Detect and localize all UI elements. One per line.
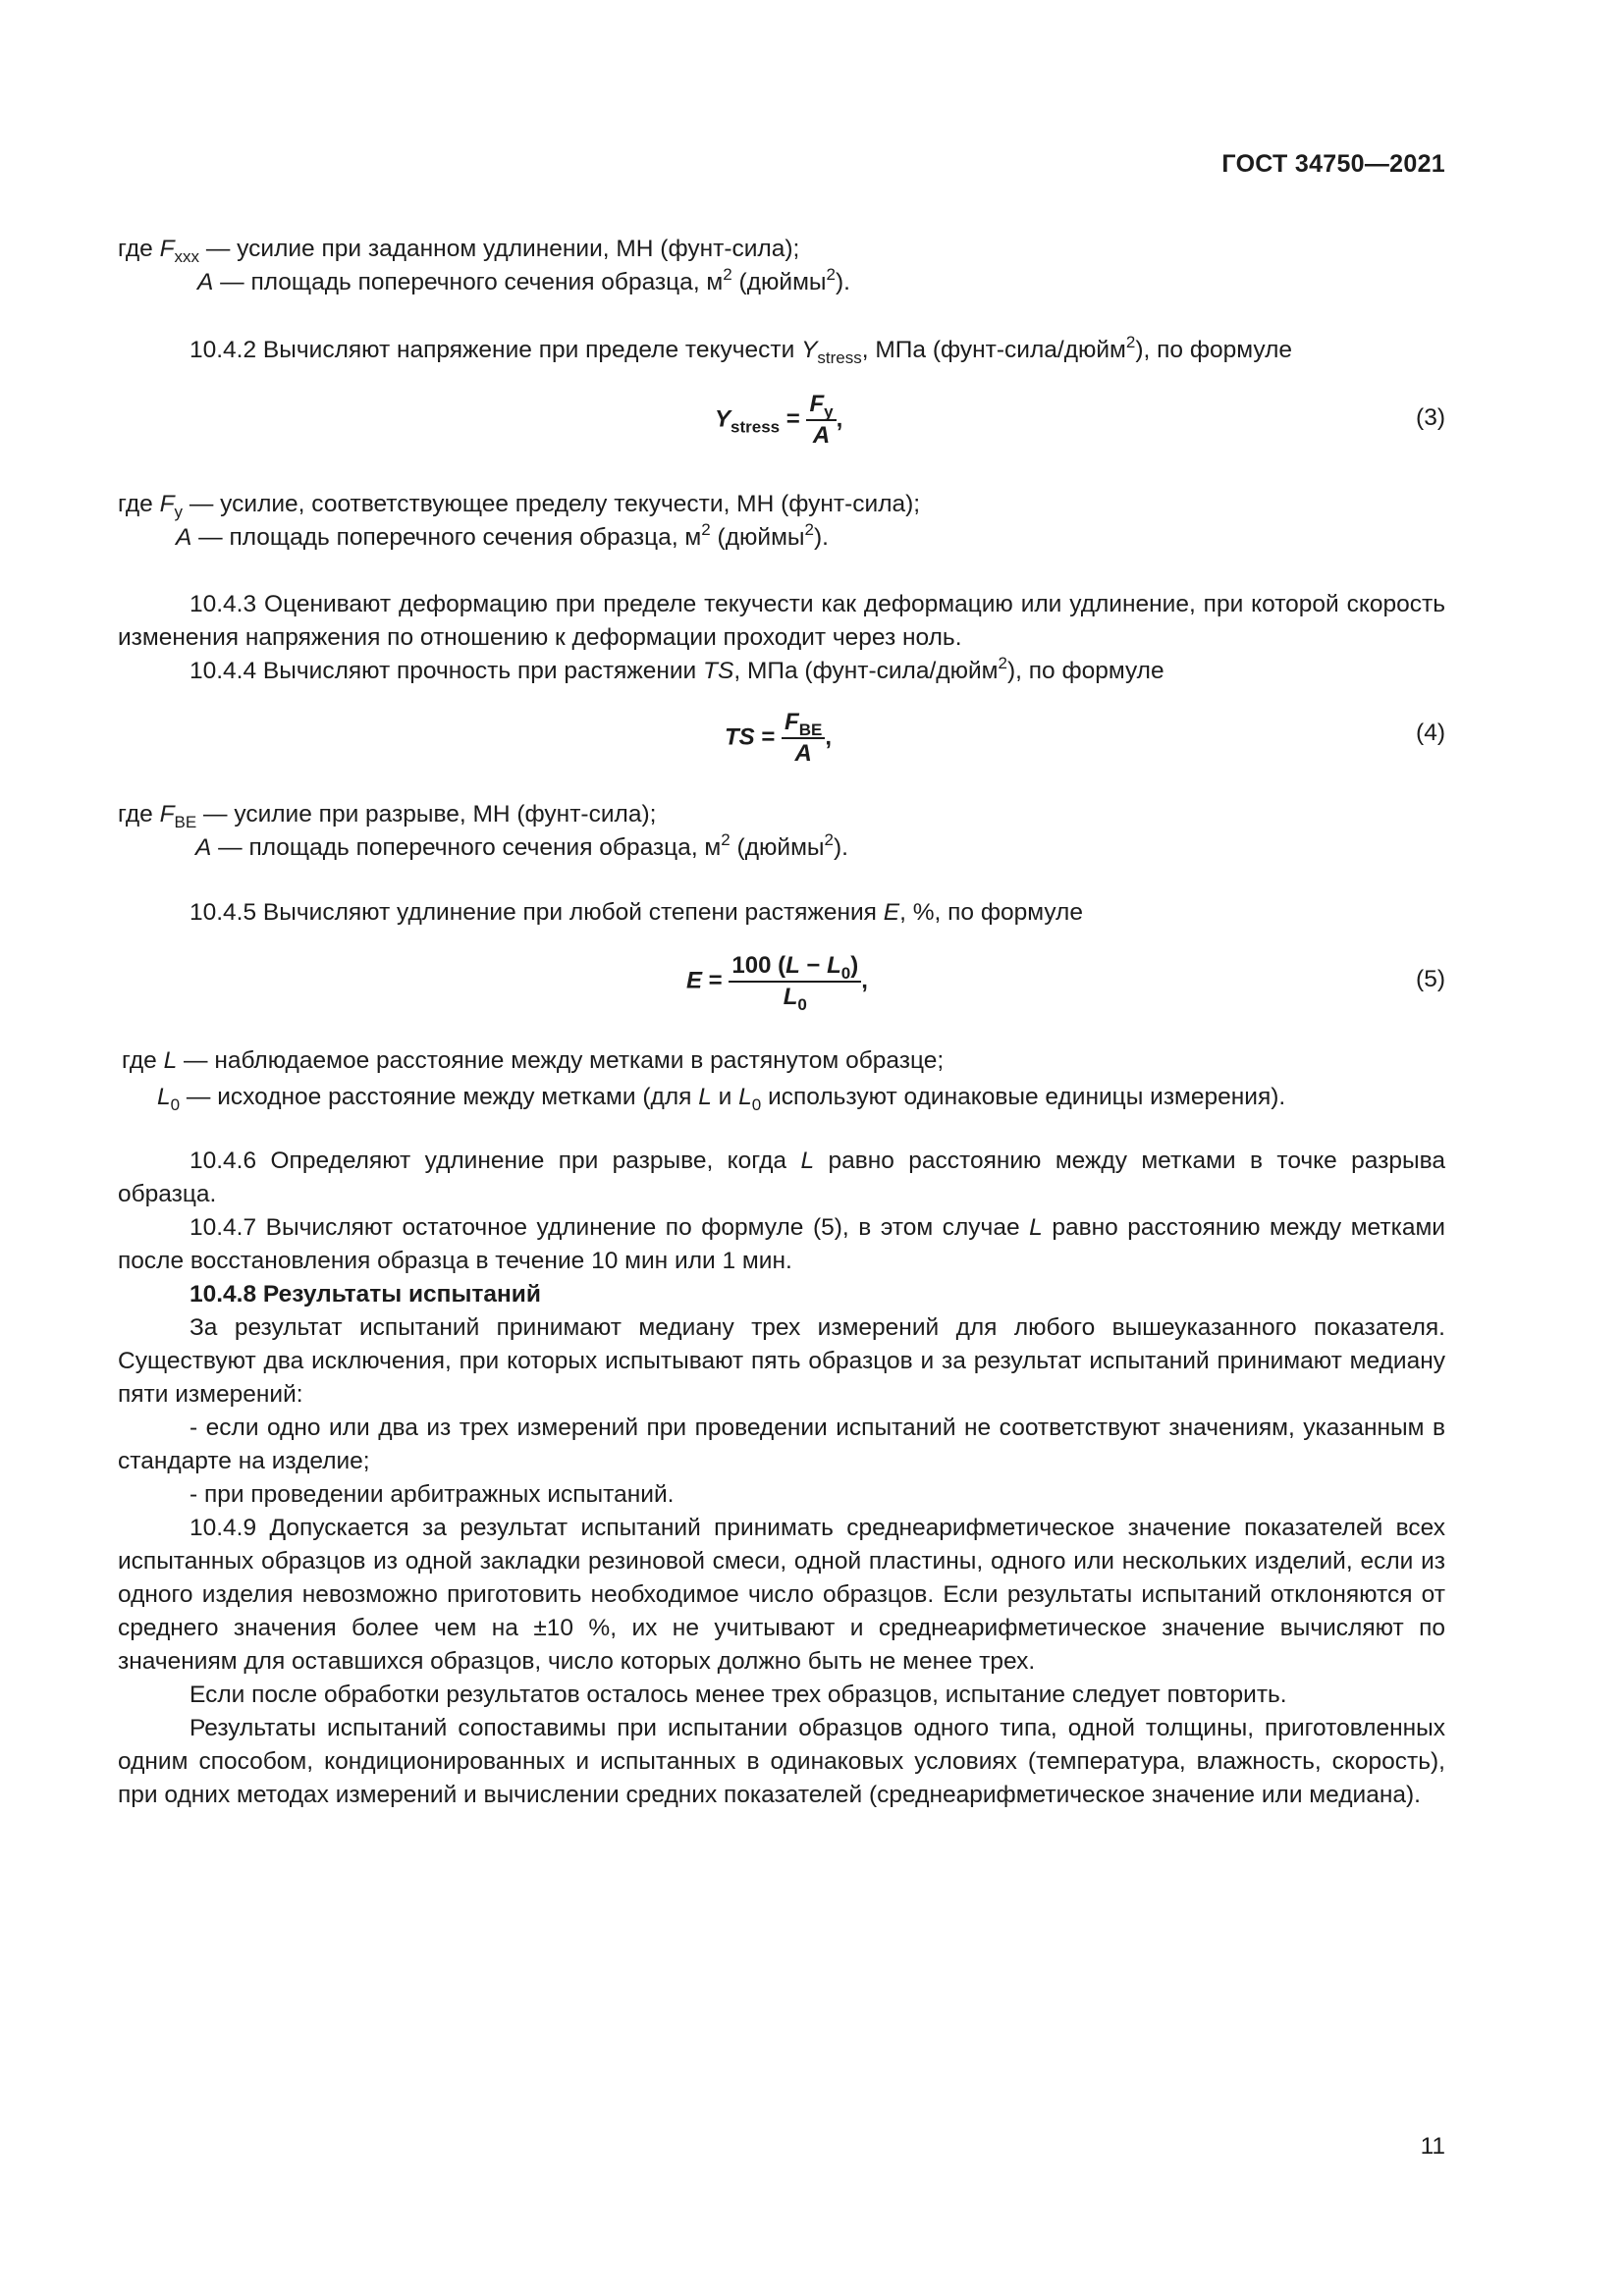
formula-4: TS = $\frac{F_{BE}}{A}$ , bbox=[725, 709, 832, 767]
results-section bbox=[118, 1145, 1445, 1812]
formula-4-fraction: $\frac{F_{BE}}{A}$ bbox=[782, 709, 825, 768]
formula-5-fraction: $\frac{100 (L - L_0)}{L_0}$ bbox=[729, 952, 861, 1011]
paragraph-10-4-5: 10.4.5 Вычисляют удлинение при любой степени растяжения E, %, по формуле bbox=[189, 899, 1083, 926]
paragraph-10-4-7: 10.4.7 Вычисляют остаточное удлинение по формуле (5), в этом случае L равно расстоянию между метками после восстановления образца в течение 10 мин или 1 мин. bbox=[118, 1214, 1445, 1274]
formula-5-number: (5) bbox=[1416, 966, 1445, 992]
bullet-1: - если одно или два из трех измерений при проведении испытаний не соответствуют значениям, указанным в стандарте на изделие; bbox=[118, 1415, 1445, 1474]
page-number: 11 bbox=[1420, 2133, 1445, 2160]
paragraph-10-4-8: За результат испытаний принимают медиану трех измерений для любого вышеуказанного показателя. Существуют два исключения, при которых испытывают пять образцов и за результат испытаний принимают медиану пяти измерений: bbox=[118, 1314, 1445, 1408]
formula-3: $Y_{stress}$ = $\frac{F_y}{A}$ , bbox=[715, 391, 843, 449]
paragraph-10-4-9: 10.4.9 Допускается за результат испытаний принимать среднеарифметическое значение показателей всех испытанных образцов из одной закладки резиновой смеси, одной пластины, одного или нескольких изделий, если из одного изделия невозможно приготовить необходимое число образцов. Если результаты испытаний отклоняются от среднего значения более чем на ±10 %, их не учитывают и среднеарифметическое значение вычисляют по значениям для оставшихся образцов, число которых должно быть не менее трех. bbox=[118, 1515, 1445, 1675]
definition-l0: $L_0$ — исходное расстояние между метками (для L и $L_0$ используют одинаковые единицы измерения). bbox=[157, 1084, 1286, 1114]
bullet-2: - при проведении арбитражных испытаний. bbox=[189, 1481, 675, 1508]
paragraph-10-4-4: 10.4.4 Вычисляют прочность при растяжении TS, МПа (фунт-сила/дюйм$^2$), по формуле bbox=[189, 654, 1164, 684]
definition-fbe: где $F_{BE}$ — усилие при разрыве, МН (фунт-сила); bbox=[118, 801, 657, 831]
paragraph-comparability: Результаты испытаний сопоставимы при испытании образцов одного типа, одной толщины, приготовленных одним способом, кондиционированных и испытанных в одинаковых условиях (температура, влажность, скорость), при одних методах измерений и вычислении средних показателей (среднеарифметическое значение или медиана). bbox=[118, 1715, 1445, 1808]
formula-3-number: (3) bbox=[1416, 404, 1445, 431]
paragraph-10-4-6: 10.4.6 Определяют удлинение при разрыве, когда L равно расстоянию между метками в точке разрыва образца. bbox=[118, 1148, 1445, 1207]
paragraph-10-4-2: 10.4.2 Вычисляют напряжение при пределе текучести $Y_{stress}$, МПа (фунт-сила/дюйм$^2$), по формуле bbox=[189, 333, 1293, 367]
paragraph-10-4-3: 10.4.3 Оценивают деформацию при пределе текучести как деформацию или удлинение, при которой скорость изменения напряжения по отношению к деформации проходит через ноль. bbox=[118, 591, 1445, 651]
definition-area-1: A — площадь поперечного сечения образца, $м^2$ (дюймы$^2$). bbox=[197, 265, 850, 295]
heading-10-4-8: 10.4.8 Результаты испытаний bbox=[189, 1281, 541, 1308]
paragraph-repeat: Если после обработки результатов осталось менее трех образцов, испытание следует повторить. bbox=[189, 1682, 1287, 1708]
formula-3-fraction: $\frac{F_y}{A}$ bbox=[806, 391, 836, 450]
formula-5: E = $\frac{100 (L - L_0)}{L_0}$ , bbox=[686, 952, 868, 1014]
definition-fy: где $F_y$ — усилие, соответствующее пределу текучести, МН (фунт-сила); bbox=[118, 491, 921, 521]
document-code-header: ГОСТ 34750—2021 bbox=[1221, 150, 1445, 178]
definition-area-3: A — площадь поперечного сечения образца, $м^2$ (дюймы$^2$). bbox=[195, 830, 848, 861]
definition-l: где L — наблюдаемое расстояние между метками в растянутом образце; bbox=[122, 1047, 945, 1074]
formula-4-number: (4) bbox=[1416, 720, 1445, 746]
definition-fxxx: где $F_{xxx}$ — усилие при заданном удлинении, МН (фунт-сила); bbox=[118, 236, 800, 266]
definition-area-2: A — площадь поперечного сечения образца, $м^2$ (дюймы$^2$). bbox=[176, 520, 829, 551]
